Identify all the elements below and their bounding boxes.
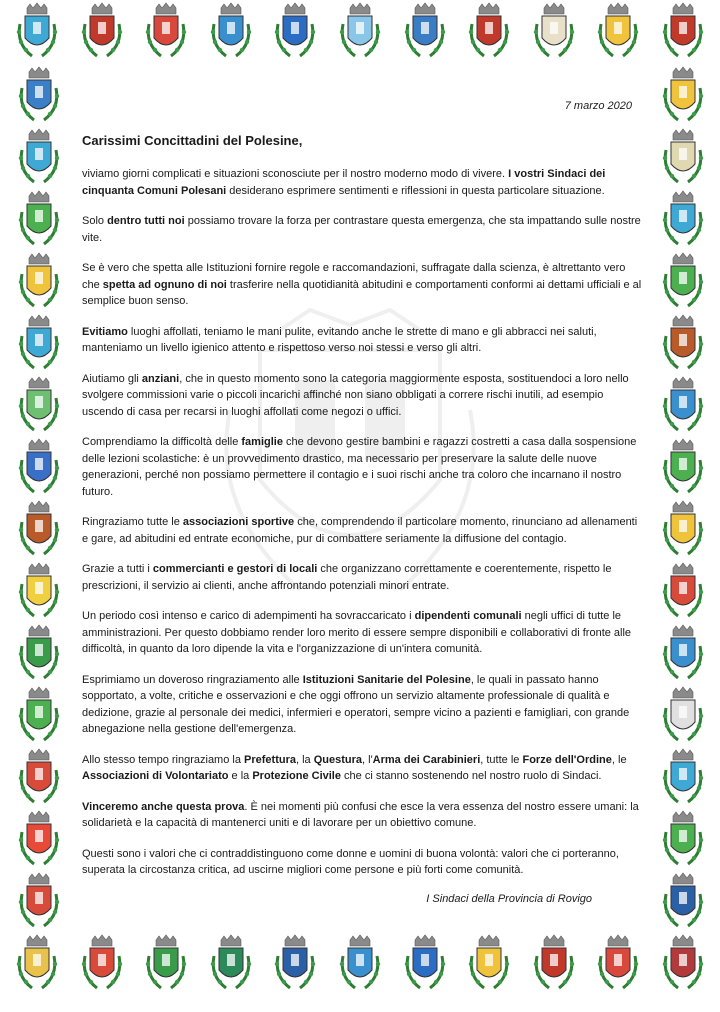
municipal-crest-icon [270,934,320,992]
municipal-crest-icon [14,810,64,868]
emphasis-text: Associazioni di Volontariato [82,770,229,782]
municipal-crest-icon [12,934,62,992]
letter-paragraph [82,752,644,785]
municipal-crest-icon [14,872,64,930]
municipal-crest-icon [529,934,579,992]
crest-border-left [14,66,64,930]
paragraph-text: Se è vero che spetta alle Istituzioni fornire regole e raccomandazioni, suffragate dalla scienza, è altrettanto vero che [82,262,626,291]
emphasis-text: anziani [141,372,180,385]
letter-paragraph [82,514,644,547]
municipal-crest-icon [77,934,127,992]
letter-paragraph [82,608,644,658]
municipal-crest-icon [14,314,64,372]
municipal-crest-icon [14,438,64,496]
municipal-crest-icon [77,2,127,60]
emphasis-text: famiglie [241,436,283,448]
municipal-crest-icon [658,810,708,868]
emphasis-text: associazioni sportive [182,516,295,528]
emphasis-text: Forze dell'Ordine [522,753,612,766]
municipal-crest-icon [658,66,708,124]
paragraph-text: desiderano esprimere sentimenti e riflessioni in questa particolare situazione. [226,184,605,197]
municipal-crest-icon [658,500,708,558]
paragraph-text: , le quali in passato hanno sopportato, a volte, critiche e osservazioni e che oggi offrono un servizio altamente professionale di qualità e dedizione, grazie al personale dei medici, infermieri e operatori, sempre vicino a pazienti e famigliari, con grande abnegazione nella gestione dell'emergenza. [82,673,630,735]
municipal-crest-icon [658,748,708,806]
municipal-crest-icon [658,128,708,186]
municipal-crest-icon [658,624,708,682]
paragraph-text: Allo stesso tempo ringraziamo la [82,753,245,766]
letter-paragraph [82,434,644,500]
paragraph-text: Un periodo così intenso e carico di adempimenti ha sovraccaricato i [82,610,415,622]
municipal-crest-icon [658,252,708,310]
letter-salutation: Carissimi Concittadini del Polesine, [82,133,303,148]
paragraph-text: Comprendiamo la difficoltà delle [82,436,242,448]
municipal-crest-icon [335,2,385,60]
municipal-crest-icon [593,2,643,60]
paragraph-text: Questi sono i valori che ci contraddistinguono come donne e uomini di buona volontà: valori che ci porteranno, superata la circostanza critica, ad uscirne migliori come persone e più forti come comunità. [82,847,619,876]
crest-border-bottom [12,934,708,992]
paragraph-text: possiamo trovare la forza per contrastare questa emergenza, che sta impattando sulle nostre vite. [82,215,641,244]
municipal-crest-icon [400,934,450,992]
paragraph-text: che devono gestire bambini e ragazzi costretti a casa dalla sospensione delle lezioni scolastiche: è un provvedimento drastico, ma necessario per preservare la salute delle nuove generazioni, perché non possiamo permettere il contagio e i suoi rischi anche tra coloro che incarnano il nostro futuro. [82,436,637,498]
emphasis-text: Evitiamo [82,325,128,338]
municipal-crest-icon [658,562,708,620]
paragraph-text: , l' [362,753,373,766]
paragraph-text: luoghi affollati, teniamo le mani pulite, evitando anche le strette di mano e gli abbracci nei saluti, manteniamo un livello igienico attento e rispettoso verso noi stessi e verso gli altri. [82,325,597,354]
paragraph-text: che, comprendendo il particolare momento, rinunciano ad allenamenti e gare, ad abitudini ed entrate economiche, pur di combattere seriamente la diffusione del contagio. [82,516,638,545]
paragraph-text: e la [228,770,253,782]
letter-date: 7 marzo 2020 [564,100,632,112]
letter-paragraph [82,561,644,594]
paragraph-text: , che in questo momento sono la categoria maggiormente esposta, sostituendoci a loro nello svolgere commissioni varie o piccoli incarichi affinché non siano obbligati a correre rischi inutili, ad esempio uscendo di casa per recarsi in luoghi affollati come negozi o uffici. [82,372,629,418]
municipal-crest-icon [14,748,64,806]
municipal-crest-icon [14,190,64,248]
letter-paragraphs [82,166,644,879]
municipal-crest-icon [529,2,579,60]
emphasis-text: dipendenti comunali [414,610,522,622]
emphasis-text: dentro tutti noi [107,215,185,227]
paragraph-text: . È nei momenti più confusi che esce la vera essenza del nostro essere umani: la solidarietà e la capacità di mantenerci uniti e di lavorare per un obiettivo comune. [82,800,639,829]
municipal-crest-icon [658,2,708,60]
paragraph-text: Grazie a tutti i [82,563,153,575]
municipal-crest-icon [658,934,708,992]
letter-paragraph [82,799,644,832]
emphasis-text: Protezione Civile [252,770,341,782]
letter-body [82,100,644,905]
municipal-crest-icon [658,872,708,930]
paragraph-text: viviamo giorni complicati e situazioni sconosciute per il nostro moderno modo di vivere. [82,168,509,180]
letter-paragraph [82,371,644,421]
emphasis-text: Prefettura [244,753,296,766]
municipal-crest-icon [464,2,514,60]
emphasis-text: Questura [313,753,363,766]
municipal-crest-icon [12,2,62,60]
municipal-crest-icon [14,252,64,310]
paragraph-text: che organizzano correttamente e coerentemente, rispetto le prescrizioni, il servizio ai clienti, anche affrontando potenziali minori entrate. [82,563,612,592]
municipal-crest-icon [335,934,385,992]
municipal-crest-icon [400,2,450,60]
emphasis-text: Vinceremo anche questa prova [82,800,245,813]
municipal-crest-icon [658,376,708,434]
emphasis-text: commercianti e gestori di locali [152,563,318,575]
emphasis-text: spetta ad ognuno di noi [102,278,227,291]
letter-paragraph [82,260,644,310]
letter-paragraph [82,324,644,357]
crest-border-top [12,2,708,60]
municipal-crest-icon [206,934,256,992]
crest-border-right [658,66,708,930]
emphasis-text: Istituzioni Sanitarie del Polesine [302,673,471,686]
paragraph-text: , la [295,753,314,766]
municipal-crest-icon [14,500,64,558]
municipal-crest-icon [658,314,708,372]
paragraph-text: Ringraziamo tutte le [82,516,183,528]
municipal-crest-icon [593,934,643,992]
municipal-crest-icon [14,128,64,186]
municipal-crest-icon [141,934,191,992]
letter-paragraph [82,846,644,879]
municipal-crest-icon [14,562,64,620]
municipal-crest-icon [658,438,708,496]
municipal-crest-icon [270,2,320,60]
municipal-crest-icon [206,2,256,60]
municipal-crest-icon [464,934,514,992]
municipal-crest-icon [14,376,64,434]
municipal-crest-icon [141,2,191,60]
municipal-crest-icon [14,686,64,744]
letter-paragraph [82,166,644,199]
paragraph-text: che ci stanno sostenendo nel nostro ruolo di Sindaci. [340,770,602,782]
municipal-crest-icon [658,686,708,744]
paragraph-text: , le [611,753,627,766]
emphasis-text: Arma dei Carabinieri [372,753,481,766]
paragraph-text: Aiutiamo gli [82,372,142,385]
municipal-crest-icon [658,190,708,248]
emphasis-text: I vostri Sindaci dei cinquanta Comuni Polesani [82,168,606,197]
municipal-crest-icon [14,66,64,124]
paragraph-text: Esprimiamo un doveroso ringraziamento alle [82,673,303,686]
paragraph-text: , tutte le [480,753,523,766]
letter-paragraph [82,213,644,246]
municipal-crest-icon [14,624,64,682]
letter-paragraph [82,672,644,738]
paragraph-text: negli uffici di tutte le amministrazioni. Per questo dobbiamo render loro merito di essere sempre disponibili e collaborativi di fronte alle difficoltà, in quanto da loro dipende la vita e l'organizzazione di un'intera comunità. [82,610,632,655]
paragraph-text: Solo [82,215,108,227]
paragraph-text: trasferire nella quotidianità abitudini e comportamenti conformi ai dettami ufficiali e al semplice buon senso. [82,278,642,307]
letter-signature: I Sindaci della Provincia di Rovigo [426,892,592,905]
